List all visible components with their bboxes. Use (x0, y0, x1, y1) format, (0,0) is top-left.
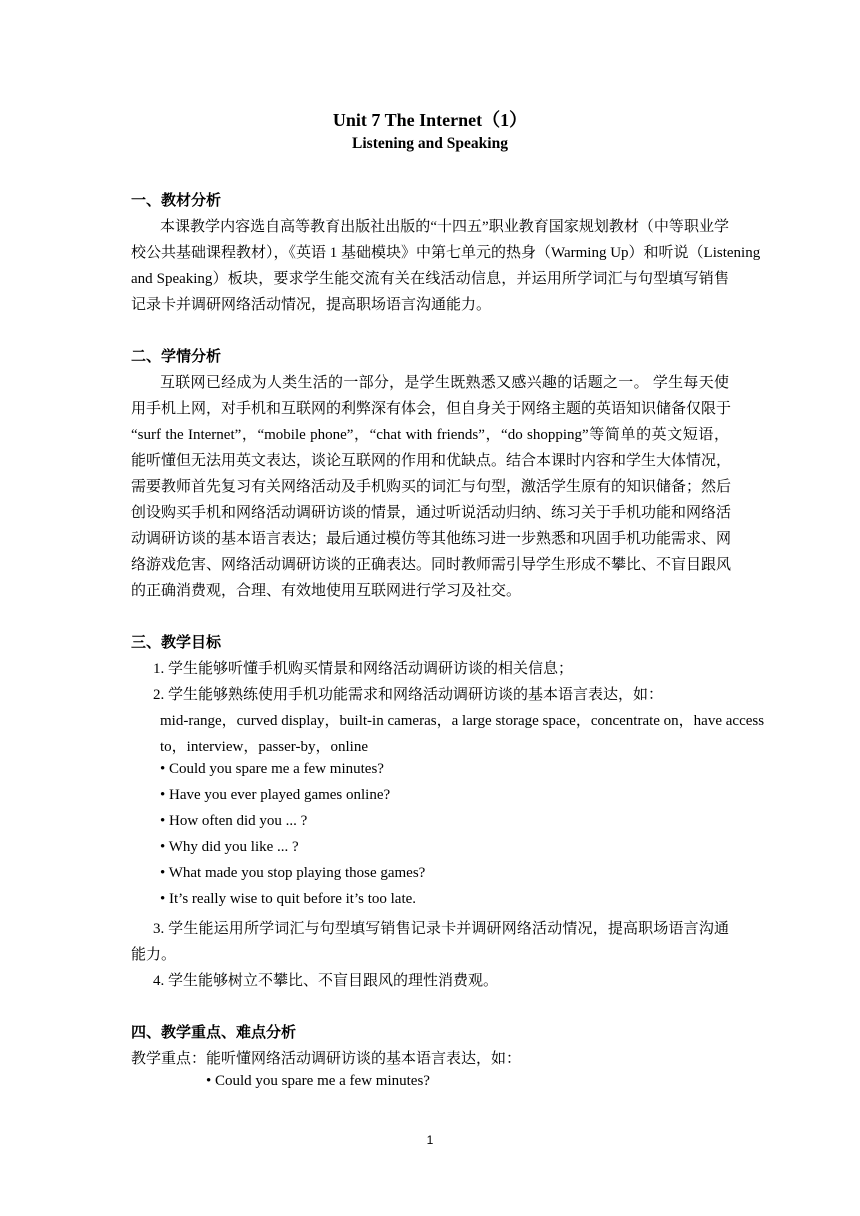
sentence-pattern-item: • It’s really wise to quit before it’s too late. (160, 891, 417, 907)
objective-item: 3. 学生能运用所学词汇与句型填写销售记录卡并调研网络活动情况，提高职场语言沟通 (153, 921, 729, 937)
objective-item-continuation: 能力。 (131, 947, 177, 963)
document-subtitle: Listening and Speaking (352, 135, 508, 152)
objective-item: 4. 学生能够树立不攀比、不盲目跟风的理性消费观。 (153, 973, 499, 989)
section-heading-textbook-analysis: 一、教材分析 (131, 193, 222, 209)
objective-item: 1. 学生能够听懂手机购买情景和网络活动调研访谈的相关信息； (153, 661, 574, 677)
paragraph-line: 互联网已经成为人类生活的一部分，是学生既熟悉又感兴趣的话题之一。 学生每天使 (160, 375, 729, 391)
paragraph-line: 本课教学内容选自高等教育出版社出版的“十四五”职业教育国家规划教材（中等职业学 (160, 219, 729, 235)
section-heading-teaching-objectives: 三、教学目标 (131, 635, 222, 651)
paragraph-line: 的正确消费观，合理、有效地使用互联网进行学习及社交。 (131, 583, 522, 599)
paragraph-line: and Speaking）板块，要求学生能交流有关在线活动信息，并运用所学词汇与句型填写销售 (131, 271, 729, 287)
paragraph-line: 络游戏危害、网络活动调研访谈的正确表达。同时教师需引导学生形成不攀比、不盲目跟风 (131, 557, 732, 573)
sentence-pattern-item: • How often did you ... ? (160, 813, 308, 829)
document-title: Unit 7 The Internet（1） (332, 110, 528, 130)
paragraph-line: 用手机上网，对手机和互联网的利弊深有体会，但自身关于网络主题的英语知识储备仅限于 (131, 401, 732, 417)
paragraph-line: 创设购买手机和网络活动调研访谈的情景，通过听说活动归纳、练习关于手机功能和网络活 (131, 505, 732, 521)
sentence-pattern-item: • Could you spare me a few minutes? (160, 761, 384, 777)
paragraph-line: 需要教师首先复习有关网络活动及手机购买的词汇与句型，激活学生原有的知识储备；然后 (131, 479, 732, 495)
paragraph-line: 校公共基础课程教材），《英语 1 基础模块》中第七单元的热身（Warming Up）和听说（Listening (131, 245, 761, 261)
vocabulary-line: mid-range，curved display，built-in cameras，a large storage space，concentrate on，have access (160, 713, 765, 729)
paragraph-line: 记录卡并调研网络活动情况，提高职场语言沟通能力。 (131, 297, 492, 313)
sentence-pattern-item: • What made you stop playing those games? (160, 865, 426, 881)
section-heading-key-points: 四、教学重点、难点分析 (131, 1025, 297, 1041)
sentence-pattern-item: • Why did you like ... ? (160, 839, 299, 855)
objective-item: 2. 学生能够熟练使用手机功能需求和网络活动调研访谈的基本语言表达，如： (153, 687, 664, 703)
paragraph-line: 能听懂但无法用英文表达，谈论互联网的作用和优缺点。结合本课时内容和学生大体情况， (131, 453, 732, 469)
vocabulary-line: to，interview，passer-by，online (160, 739, 368, 755)
paragraph-line: “surf the Internet”，“mobile phone”，“chat with friends”，“do shopping”等简单的英文短语， (131, 427, 729, 443)
key-point-line: 教学重点：能听懂网络活动调研访谈的基本语言表达，如： (131, 1051, 522, 1067)
section-heading-student-analysis: 二、学情分析 (131, 349, 222, 365)
page-number: 1 (426, 1133, 434, 1147)
key-point-bullet: • Could you spare me a few minutes? (206, 1073, 430, 1089)
paragraph-line: 动调研访谈的基本语言表达；最后通过模仿等其他练习进一步熟悉和巩固手机功能需求、网 (131, 531, 732, 547)
sentence-pattern-item: • Have you ever played games online? (160, 787, 391, 803)
